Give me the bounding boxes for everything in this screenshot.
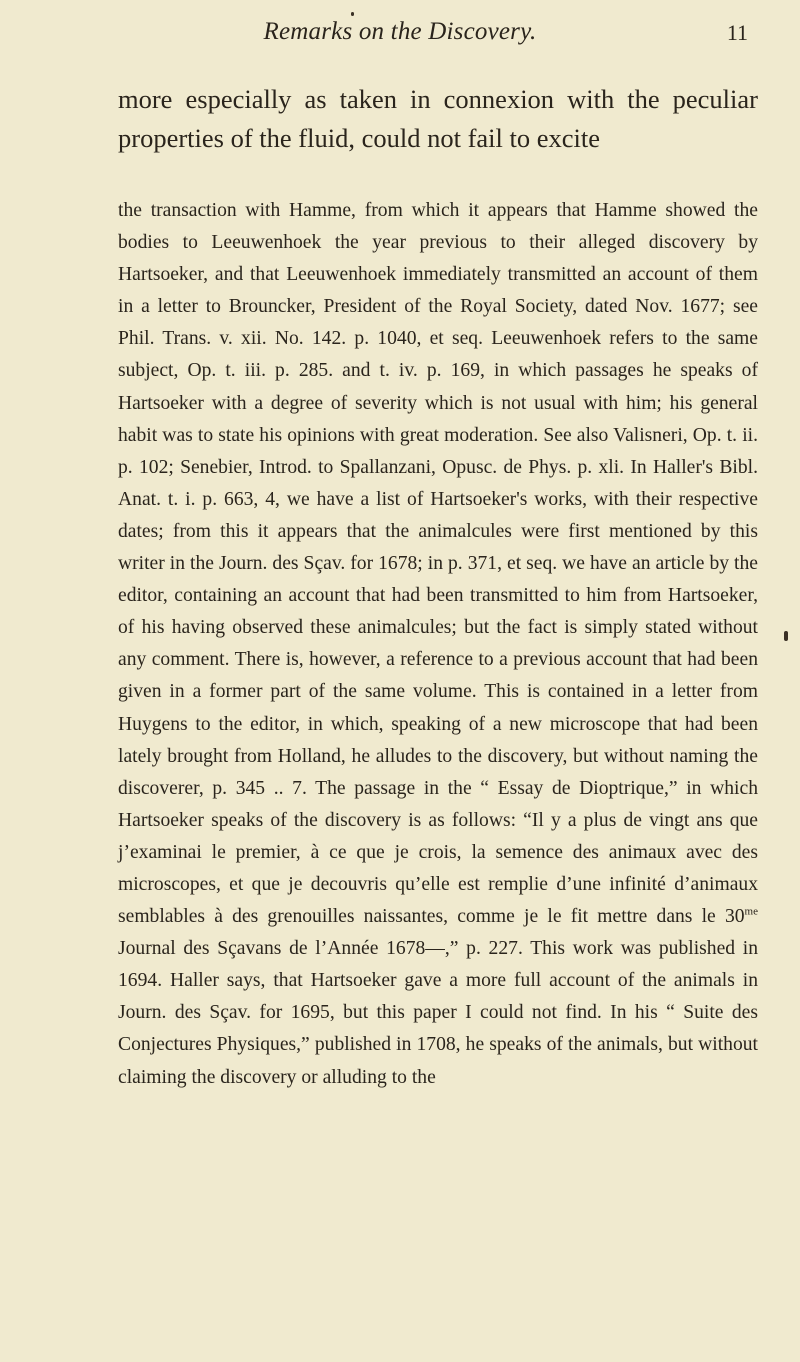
footnote-paragraph [118, 195, 758, 1094]
page-number: 11 [726, 20, 748, 45]
running-head [0, 18, 800, 58]
lead-paragraph: more especially as taken in connexion with the peculiar properties of the fluid, could not fail to excite [118, 84, 758, 153]
running-title: Remarks on the Discovery. [263, 18, 537, 45]
footnote-text-part1: the transaction with Hamme, from which it appears that Hamme showed the bodies to Leeuwenhoek the year previous to their alleged discovery by Hartsoeker, and that Leeuwenhoek immediately transmitted an account of them in a letter to Brouncker, President of the Royal Society, dated Nov. 1677; see Phil. Trans. v. xii. No. 142. p. 1040, et seq. Leeuwenhoek refers to the same subject, Op. t. iii. p. 285. and t. iv. p. 169, in which passages he speaks of Hartsoeker with a degree of severity which is not usual with him; his general habit was to state his opinions with great moderation. See also Valisneri, Op. t. ii. p. 102; Senebier, Introd. to Spallanzani, Opusc. de Phys. p. xli. In Haller's Bibl. Anat. t. i. p. 663, 4, we have a list of Hartsoeker's works, with their respective dates; from this it appears that the animalcules were first mentioned by this writer in the Journ. des Sçav. for 1678; in p. 371, et seq. we have an article by the editor, containing an account that had been transmitted to him from Hartsoeker, of his having observed these animalcules; but the fact is simply stated without any comment. There is, however, a reference to a previous account that had been given in a former part of the same volume. This is contained in a letter from Huygens to the editor, in which, speaking of a new microscope that had been lately brought from Holland, he alludes to the discovery, but without naming the discoverer, p. 345 .. 7. The passage in the “ Essay de Dioptrique,” in which Hartsoeker speaks of the discovery is as follows: “Il y a plus de vingt ans que j’examinai le premier, à ce que je crois, la semence des animaux avec des microscopes, et que je decouvris qu’elle est remplie d’une infinité d’animaux semblables à des grenouilles naissantes, comme je le fit mettre dans le 30 [118, 200, 758, 928]
margin-ink-mark [784, 631, 788, 641]
footnote-superscript: me [744, 905, 758, 918]
ink-speck [351, 12, 354, 16]
footnote-text-part2: Journal des Sçavans de l’Année 1678—,” p. 227. This work was published in 1694. Haller says, that Hartsoeker gave a more full account of the animals in Journ. des Sçav. for 1695, but this paper I could not find. In his “ Suite des Conjectures Physiques,” published in 1708, he speaks of the animals, but without claiming the discovery or alluding to the [118, 938, 758, 1088]
